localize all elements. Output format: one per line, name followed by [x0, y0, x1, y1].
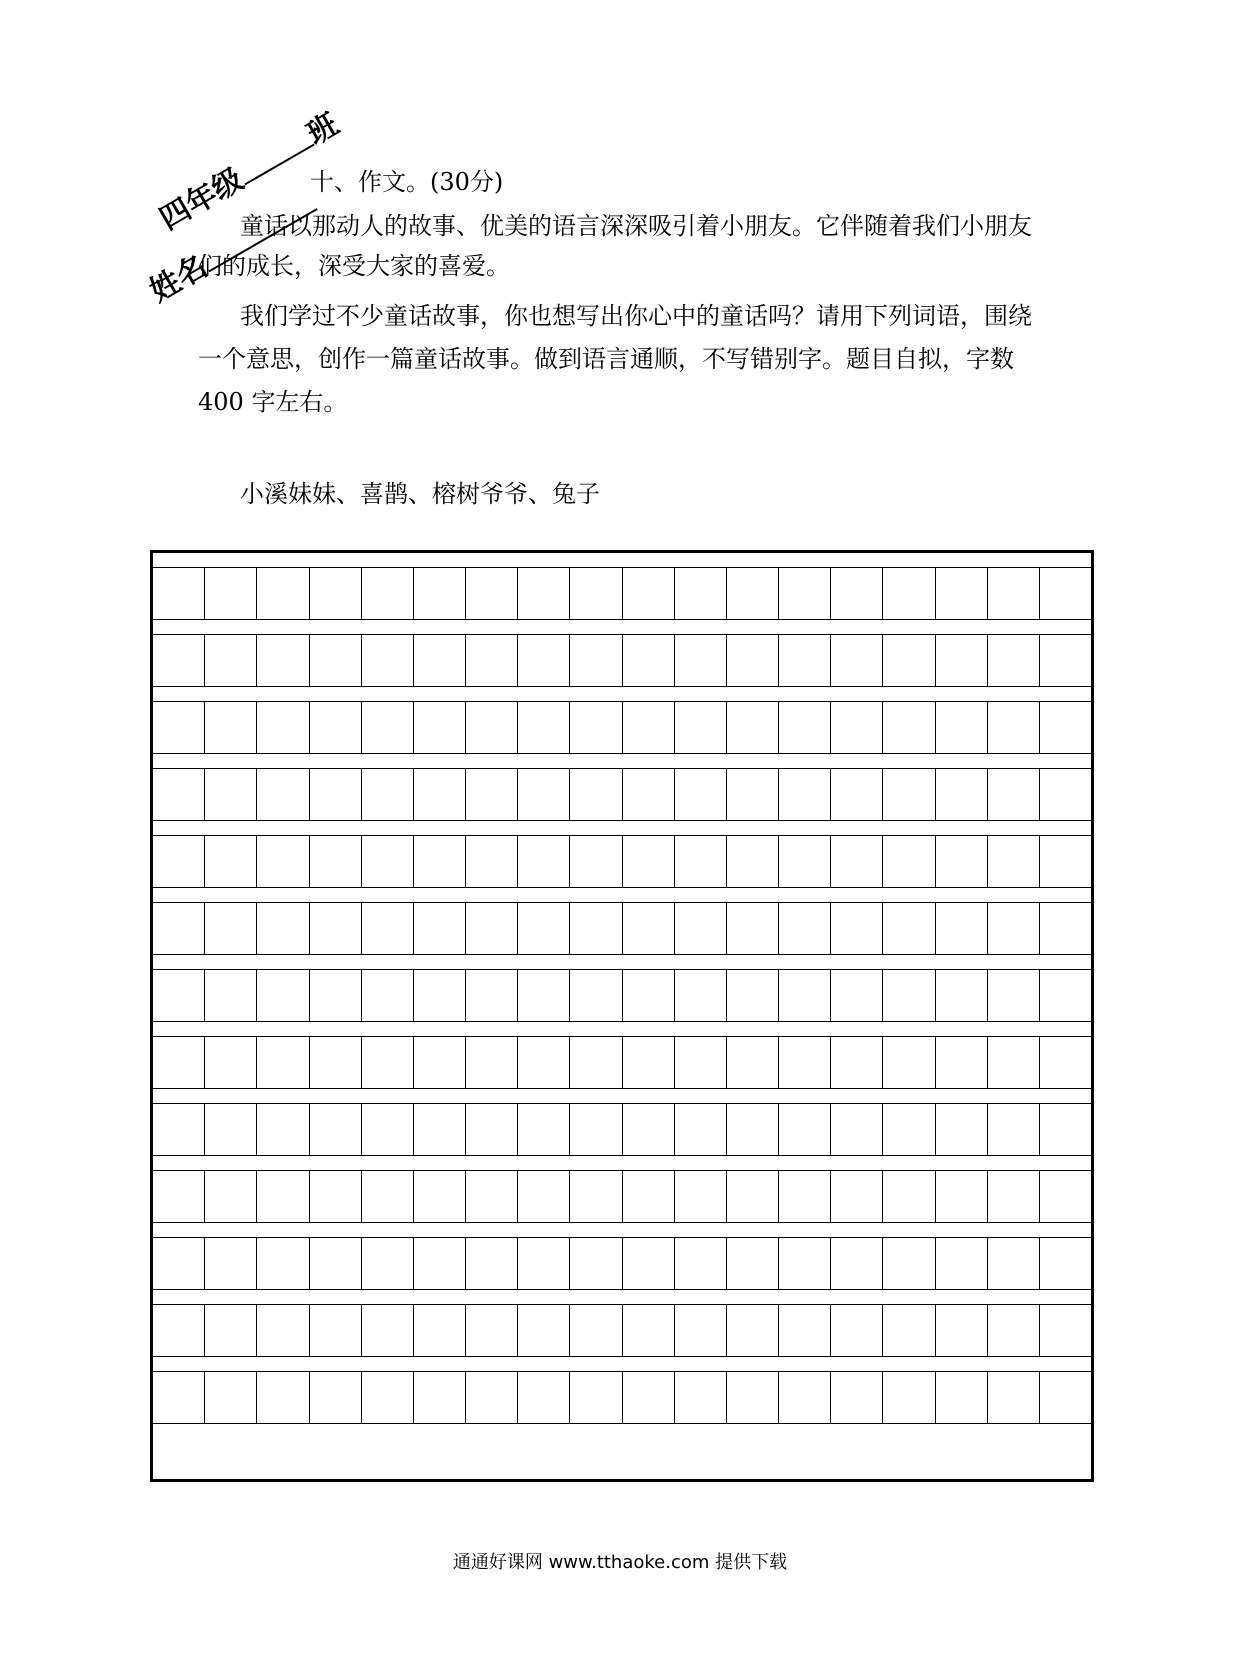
grid-cell[interactable]	[936, 1238, 988, 1289]
grid-cell[interactable]	[1040, 769, 1091, 820]
grid-cell[interactable]	[362, 836, 414, 887]
grid-cell[interactable]	[518, 1037, 570, 1088]
intro-line-1: 童话以那动人的故事、优美的语言深深吸引着小朋友。它伴随着我们小朋友	[240, 212, 1032, 240]
grid-cell[interactable]	[257, 568, 309, 619]
grid-cell[interactable]	[779, 1372, 831, 1423]
grid-cell[interactable]	[936, 1372, 988, 1423]
grid-cell[interactable]	[518, 702, 570, 753]
grid-cell[interactable]	[518, 1238, 570, 1289]
grid-cell[interactable]	[362, 1171, 414, 1222]
grid-cell[interactable]	[205, 635, 257, 686]
grid-cell[interactable]	[988, 1238, 1040, 1289]
grid-cell[interactable]	[831, 903, 883, 954]
grid-row	[153, 903, 1091, 955]
grid-cell[interactable]	[1040, 702, 1091, 753]
grid-cell[interactable]	[466, 1305, 518, 1356]
grid-cell[interactable]	[518, 1104, 570, 1155]
grid-cell[interactable]	[570, 635, 622, 686]
grid-cell[interactable]	[831, 702, 883, 753]
grid-spacer	[153, 888, 1091, 903]
grid-cell[interactable]	[518, 568, 570, 619]
class-blank[interactable]	[231, 121, 314, 185]
grid-row	[153, 1372, 1091, 1424]
grid-cell[interactable]	[675, 1171, 727, 1222]
grid-cell[interactable]	[414, 970, 466, 1021]
footer-credit: 通通好课网 www.tthaoke.com 提供下载	[452, 1552, 788, 1573]
grid-cell[interactable]	[310, 1037, 362, 1088]
grid-cell[interactable]	[831, 1372, 883, 1423]
grid-cell[interactable]	[570, 903, 622, 954]
grid-cell[interactable]	[883, 970, 935, 1021]
grid-cell[interactable]	[727, 1372, 779, 1423]
grid-cell[interactable]	[988, 1171, 1040, 1222]
grid-cell[interactable]	[727, 702, 779, 753]
grid-cell[interactable]	[779, 702, 831, 753]
grid-cell[interactable]	[831, 1104, 883, 1155]
grid-cell[interactable]	[153, 1372, 205, 1423]
grid-cell[interactable]	[466, 702, 518, 753]
grid-cell[interactable]	[675, 1238, 727, 1289]
grid-cell[interactable]	[1040, 1171, 1091, 1222]
grid-cell[interactable]	[257, 769, 309, 820]
grid-cell[interactable]	[205, 769, 257, 820]
grid-cell[interactable]	[727, 1238, 779, 1289]
grade-label: 四年级	[154, 161, 250, 238]
grid-cell[interactable]	[466, 836, 518, 887]
grid-cell[interactable]	[257, 1104, 309, 1155]
grid-cell[interactable]	[936, 702, 988, 753]
grid-cell[interactable]	[570, 769, 622, 820]
grid-cell[interactable]	[1040, 1238, 1091, 1289]
grid-cell[interactable]	[153, 1238, 205, 1289]
grid-spacer	[153, 955, 1091, 970]
grid-cell[interactable]	[153, 836, 205, 887]
grid-cell[interactable]	[675, 970, 727, 1021]
grid-cell[interactable]	[623, 568, 675, 619]
grid-cell[interactable]	[310, 702, 362, 753]
grid-cell[interactable]	[727, 1104, 779, 1155]
grid-cell[interactable]	[988, 769, 1040, 820]
grid-cell[interactable]	[883, 568, 935, 619]
grid-cell[interactable]	[779, 1238, 831, 1289]
grid-cell[interactable]	[1040, 970, 1091, 1021]
grid-spacer	[153, 687, 1091, 702]
grid-cell[interactable]	[205, 970, 257, 1021]
grid-spacer	[153, 1424, 1091, 1439]
grid-row	[153, 1305, 1091, 1357]
grid-row	[153, 970, 1091, 1022]
grid-cell[interactable]	[779, 1171, 831, 1222]
grid-cell[interactable]	[623, 1305, 675, 1356]
name-label: 姓名	[144, 248, 214, 310]
grid-cell[interactable]	[414, 1104, 466, 1155]
grid-cell[interactable]	[153, 635, 205, 686]
grid-cell[interactable]	[153, 769, 205, 820]
grid-cell[interactable]	[988, 970, 1040, 1021]
writing-grid[interactable]	[150, 550, 1094, 1482]
grid-cell[interactable]	[936, 836, 988, 887]
grid-cell[interactable]	[414, 635, 466, 686]
grid-cell[interactable]	[414, 1238, 466, 1289]
grid-cell[interactable]	[988, 568, 1040, 619]
grid-spacer	[153, 1156, 1091, 1171]
grid-cell[interactable]	[623, 1171, 675, 1222]
grid-cell[interactable]	[570, 1238, 622, 1289]
grid-cell[interactable]	[310, 1238, 362, 1289]
word-list: 小溪妹妹、喜鹊、榕树爷爷、兔子	[240, 480, 600, 508]
grid-cell[interactable]	[310, 769, 362, 820]
grid-cell[interactable]	[205, 1372, 257, 1423]
grid-cell[interactable]	[831, 568, 883, 619]
grid-cell[interactable]	[466, 568, 518, 619]
grid-cell[interactable]	[362, 568, 414, 619]
grid-cell[interactable]	[831, 635, 883, 686]
grid-cell[interactable]	[205, 836, 257, 887]
grid-cell[interactable]	[310, 836, 362, 887]
grid-cell[interactable]	[936, 769, 988, 820]
grid-cell[interactable]	[153, 903, 205, 954]
grid-cell[interactable]	[205, 1238, 257, 1289]
grid-cell[interactable]	[257, 1171, 309, 1222]
grid-cell[interactable]	[257, 702, 309, 753]
grid-cell[interactable]	[310, 1305, 362, 1356]
grid-cell[interactable]	[675, 769, 727, 820]
grid-cell[interactable]	[1040, 836, 1091, 887]
grid-cell[interactable]	[675, 1305, 727, 1356]
grid-cell[interactable]	[570, 702, 622, 753]
grid-cell[interactable]	[883, 1037, 935, 1088]
grid-cell[interactable]	[257, 1238, 309, 1289]
grid-cell[interactable]	[205, 1104, 257, 1155]
grid-row	[153, 635, 1091, 687]
grid-cell[interactable]	[1040, 635, 1091, 686]
grid-cell[interactable]	[883, 1171, 935, 1222]
class-suffix: 班	[301, 106, 345, 153]
grid-cell[interactable]	[257, 903, 309, 954]
intro-line-2: 们的成长，深受大家的喜爱。	[198, 252, 510, 280]
grid-spacer	[153, 1290, 1091, 1305]
grid-cell[interactable]	[883, 1305, 935, 1356]
grid-cell[interactable]	[466, 1104, 518, 1155]
grid-spacer	[153, 1223, 1091, 1238]
grid-cell[interactable]	[623, 970, 675, 1021]
grid-row	[153, 769, 1091, 821]
grid-cell[interactable]	[570, 1305, 622, 1356]
grid-cell[interactable]	[570, 1104, 622, 1155]
grid-cell[interactable]	[362, 1372, 414, 1423]
grid-cell[interactable]	[205, 903, 257, 954]
grid-row	[153, 702, 1091, 754]
grid-cell[interactable]	[727, 970, 779, 1021]
grid-cell[interactable]	[727, 1305, 779, 1356]
grid-cell[interactable]	[414, 903, 466, 954]
grid-cell[interactable]	[518, 769, 570, 820]
grid-cell[interactable]	[779, 568, 831, 619]
grid-cell[interactable]	[362, 903, 414, 954]
grid-cell[interactable]	[570, 836, 622, 887]
grid-cell[interactable]	[466, 1171, 518, 1222]
grid-cell[interactable]	[414, 1171, 466, 1222]
grid-cell[interactable]	[779, 836, 831, 887]
grid-spacer	[153, 620, 1091, 635]
prompt-line-3: 400 字左右。	[198, 388, 348, 416]
grid-cell[interactable]	[623, 769, 675, 820]
grid-cell[interactable]	[205, 702, 257, 753]
grid-cell[interactable]	[518, 1372, 570, 1423]
grid-row	[153, 836, 1091, 888]
grid-cell[interactable]	[831, 1171, 883, 1222]
grid-cell[interactable]	[883, 769, 935, 820]
grid-cell[interactable]	[414, 568, 466, 619]
grid-cell[interactable]	[988, 903, 1040, 954]
grid-cell[interactable]	[414, 836, 466, 887]
grid-cell[interactable]	[936, 1037, 988, 1088]
grid-cell[interactable]	[414, 1372, 466, 1423]
grid-cell[interactable]	[675, 903, 727, 954]
grid-cell[interactable]	[466, 1037, 518, 1088]
grid-cell[interactable]	[518, 1305, 570, 1356]
grid-cell[interactable]	[779, 1305, 831, 1356]
grid-cell[interactable]	[310, 903, 362, 954]
grid-row	[153, 1104, 1091, 1156]
grid-cell[interactable]	[831, 769, 883, 820]
grid-cell[interactable]	[414, 702, 466, 753]
grid-cell[interactable]	[831, 970, 883, 1021]
grid-cell[interactable]	[623, 1104, 675, 1155]
grid-cell[interactable]	[570, 1037, 622, 1088]
grid-cell[interactable]	[1040, 1372, 1091, 1423]
grid-spacer	[153, 821, 1091, 836]
grid-cell[interactable]	[310, 568, 362, 619]
grid-cell[interactable]	[988, 635, 1040, 686]
grid-cell[interactable]	[883, 1372, 935, 1423]
grid-cell[interactable]	[779, 769, 831, 820]
grid-cell[interactable]	[1040, 1037, 1091, 1088]
grid-row	[153, 1037, 1091, 1089]
grid-cell[interactable]	[936, 970, 988, 1021]
grid-cell[interactable]	[310, 970, 362, 1021]
grid-cell[interactable]	[518, 1171, 570, 1222]
grid-cell[interactable]	[675, 702, 727, 753]
grid-cell[interactable]	[153, 1037, 205, 1088]
grid-cell[interactable]	[257, 970, 309, 1021]
grid-cell[interactable]	[623, 1238, 675, 1289]
grid-cell[interactable]	[362, 1305, 414, 1356]
grid-cell[interactable]	[362, 635, 414, 686]
grid-cell[interactable]	[623, 1037, 675, 1088]
grid-cell[interactable]	[1040, 568, 1091, 619]
grid-cell[interactable]	[675, 1372, 727, 1423]
grid-cell[interactable]	[153, 568, 205, 619]
grid-cell[interactable]	[936, 1104, 988, 1155]
section-title: 十、作文。(30分)	[310, 168, 504, 196]
prompt-line-2: 一个意思，创作一篇童话故事。做到语言通顺，不写错别字。题目自拟，字数	[198, 345, 1014, 373]
grid-row	[153, 568, 1091, 620]
grid-cell[interactable]	[779, 635, 831, 686]
grid-cell[interactable]	[779, 1037, 831, 1088]
grid-cell[interactable]	[936, 1171, 988, 1222]
grid-cell[interactable]	[1040, 1305, 1091, 1356]
grid-cell[interactable]	[466, 903, 518, 954]
grid-cell[interactable]	[988, 1104, 1040, 1155]
grid-cell[interactable]	[518, 836, 570, 887]
grid-cell[interactable]	[831, 836, 883, 887]
grid-cell[interactable]	[414, 769, 466, 820]
grid-spacer	[153, 553, 1091, 568]
grid-spacer	[153, 1357, 1091, 1372]
grid-cell[interactable]	[779, 903, 831, 954]
grid-cell[interactable]	[623, 1372, 675, 1423]
grid-cell[interactable]	[883, 836, 935, 887]
grid-cell[interactable]	[153, 702, 205, 753]
grid-cell[interactable]	[1040, 903, 1091, 954]
grid-cell[interactable]	[623, 702, 675, 753]
grid-spacer	[153, 754, 1091, 769]
grid-cell[interactable]	[205, 568, 257, 619]
grid-cell[interactable]	[727, 1037, 779, 1088]
grid-cell[interactable]	[831, 1037, 883, 1088]
grid-cell[interactable]	[779, 1104, 831, 1155]
grid-cell[interactable]	[727, 568, 779, 619]
grid-cell[interactable]	[414, 1305, 466, 1356]
grid-cell[interactable]	[623, 635, 675, 686]
grid-cell[interactable]	[988, 1037, 1040, 1088]
grid-cell[interactable]	[727, 903, 779, 954]
grid-cell[interactable]	[727, 635, 779, 686]
grid-cell[interactable]	[883, 1238, 935, 1289]
grid-cell[interactable]	[362, 769, 414, 820]
grid-cell[interactable]	[727, 1171, 779, 1222]
grid-cell[interactable]	[831, 1305, 883, 1356]
grid-cell[interactable]	[570, 970, 622, 1021]
grid-cell[interactable]	[675, 568, 727, 619]
grid-cell[interactable]	[205, 1305, 257, 1356]
grid-cell[interactable]	[1040, 1104, 1091, 1155]
grid-cell[interactable]	[310, 1104, 362, 1155]
grid-cell[interactable]	[362, 1238, 414, 1289]
grid-cell[interactable]	[936, 635, 988, 686]
grid-cell[interactable]	[310, 635, 362, 686]
grid-cell[interactable]	[883, 1104, 935, 1155]
grid-cell[interactable]	[675, 836, 727, 887]
grid-cell[interactable]	[257, 1372, 309, 1423]
grid-cell[interactable]	[518, 635, 570, 686]
grid-cell[interactable]	[883, 903, 935, 954]
grid-cell[interactable]	[257, 1305, 309, 1356]
grid-cell[interactable]	[936, 1305, 988, 1356]
grid-cell[interactable]	[570, 1372, 622, 1423]
grid-cell[interactable]	[153, 1171, 205, 1222]
grid-cell[interactable]	[362, 970, 414, 1021]
grid-cell[interactable]	[310, 1372, 362, 1423]
grid-cell[interactable]	[518, 970, 570, 1021]
grid-cell[interactable]	[466, 1372, 518, 1423]
grid-cell[interactable]	[257, 635, 309, 686]
grid-cell[interactable]	[205, 1037, 257, 1088]
grid-cell[interactable]	[362, 702, 414, 753]
grid-spacer	[153, 1089, 1091, 1104]
grid-cell[interactable]	[153, 1104, 205, 1155]
grid-cell[interactable]	[883, 635, 935, 686]
grid-row	[153, 1171, 1091, 1223]
grid-cell[interactable]	[153, 970, 205, 1021]
grid-row	[153, 1238, 1091, 1290]
grid-cell[interactable]	[779, 970, 831, 1021]
grid-cell[interactable]	[988, 836, 1040, 887]
grid-cell[interactable]	[205, 1171, 257, 1222]
grid-cell[interactable]	[414, 1037, 466, 1088]
grid-cell[interactable]	[988, 702, 1040, 753]
grid-cell[interactable]	[936, 903, 988, 954]
grid-cell[interactable]	[257, 836, 309, 887]
grid-cell[interactable]	[466, 970, 518, 1021]
grid-cell[interactable]	[570, 568, 622, 619]
grid-spacer	[153, 1022, 1091, 1037]
grid-cell[interactable]	[570, 1171, 622, 1222]
grid-cell[interactable]	[675, 1037, 727, 1088]
grid-cell[interactable]	[466, 635, 518, 686]
prompt-line-1: 我们学过不少童话故事，你也想写出你心中的童话吗？请用下列词语，围绕	[240, 302, 1032, 330]
grid-cell[interactable]	[623, 903, 675, 954]
grid-cell[interactable]	[257, 1037, 309, 1088]
grid-cell[interactable]	[988, 1305, 1040, 1356]
grid-cell[interactable]	[153, 1305, 205, 1356]
grid-cell[interactable]	[362, 1037, 414, 1088]
grid-cell[interactable]	[362, 1104, 414, 1155]
grid-cell[interactable]	[936, 568, 988, 619]
grid-cell[interactable]	[518, 903, 570, 954]
grid-cell[interactable]	[310, 1171, 362, 1222]
grid-cell[interactable]	[727, 769, 779, 820]
grid-cell[interactable]	[883, 702, 935, 753]
grid-cell[interactable]	[466, 1238, 518, 1289]
grid-cell[interactable]	[675, 1104, 727, 1155]
grid-cell[interactable]	[727, 836, 779, 887]
grid-cell[interactable]	[623, 836, 675, 887]
grid-cell[interactable]	[466, 769, 518, 820]
grid-cell[interactable]	[988, 1372, 1040, 1423]
grid-cell[interactable]	[831, 1238, 883, 1289]
grid-cell[interactable]	[675, 635, 727, 686]
